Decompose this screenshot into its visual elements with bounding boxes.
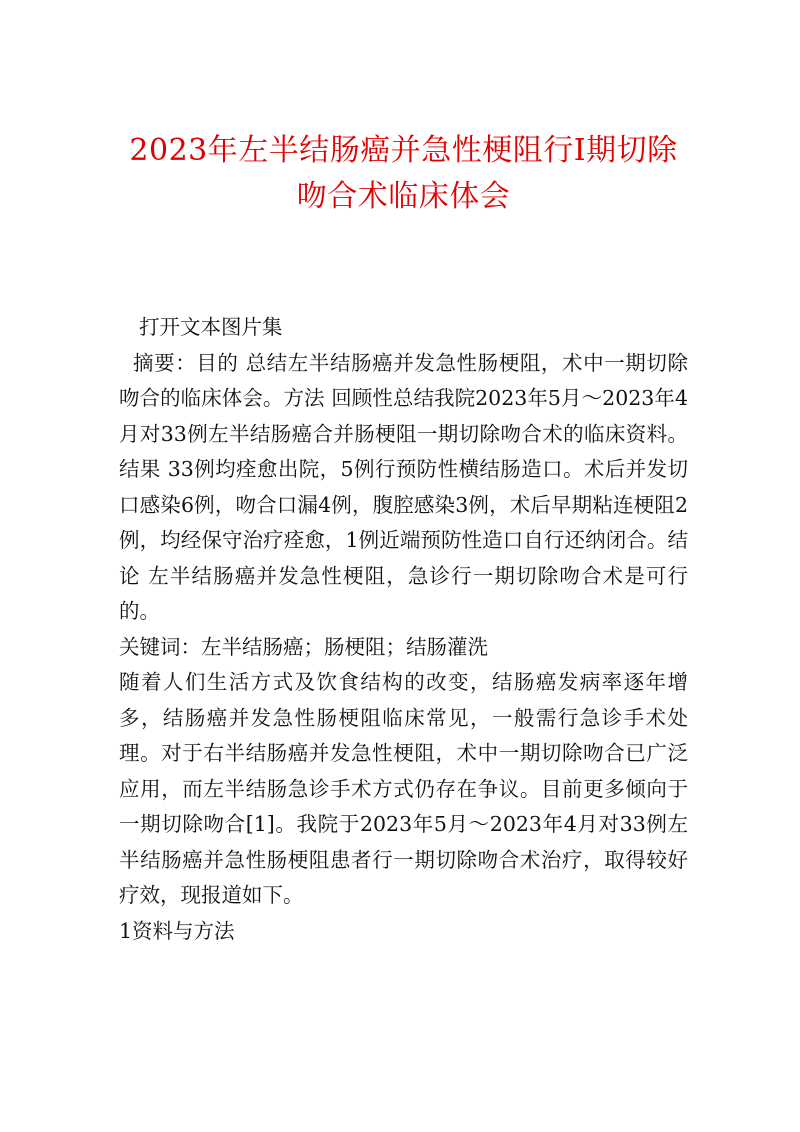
document-title xyxy=(119,128,688,220)
intro-paragraph: 随着人们生活方式及饮食结构的改变，结肠癌发病率逐年增多，结肠癌并发急性肠梗阻临床常见，一般需行急诊手术处理。对于右半结肠癌并发急性梗阻，术中一期切除吻合已广泛应用，而左半结肠急诊手术方式仍存在争议。目前更多倾向于一期切除吻合[1]。我院于2023年5月～2023年4月对33例左半结肠癌并急性肠梗阻患者行一期切除吻合术治疗，取得较好疗效，现报道如下。 xyxy=(119,670,688,907)
title-line-1: 2023年左半结肠癌并急性梗阻行Ⅰ期切除 xyxy=(129,133,678,168)
keywords-line: 关键词：左半结肠癌；肠梗阻；结肠灌洗 xyxy=(119,634,488,659)
title-line-2: 吻合术临床体会 xyxy=(296,179,511,214)
abstract-paragraph: 摘要：目的 总结左半结肠癌并发急性肠梗阻，术中一期切除吻合的临床体会。方法 回顾性总结我院2023年5月～2023年4月对33例左半结肠癌合并肠梗阻一期切除吻合术的临床资料。结果 33例均痊愈出院，5例行预防性横结肠造口。术后并发切口感染6例，吻合口漏4例，腹腔感染3例，术后早期粘连梗阻2例，均经保守治疗痊愈，1例近端预防性造口自行还纳闭合。结论 左半结肠癌并发急性梗阻，急诊行一期切除吻合术是可行的。 xyxy=(119,350,688,623)
document-body xyxy=(119,310,688,949)
open-gallery-text: 打开文本图片集 xyxy=(139,315,283,339)
section-heading: 1资料与方法 xyxy=(119,918,235,943)
